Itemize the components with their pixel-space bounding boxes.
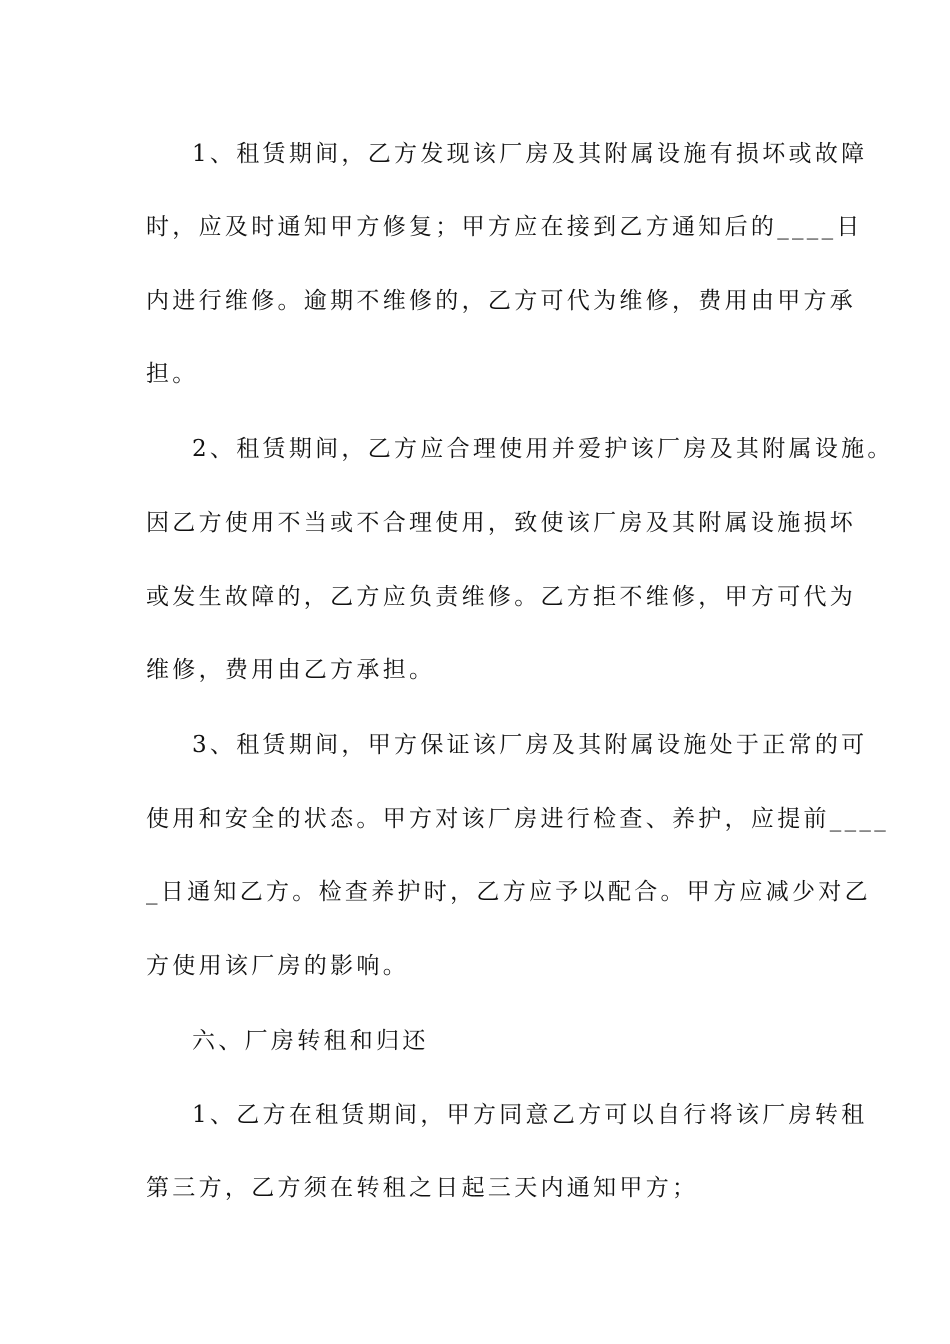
clause-1-line-1: 1、租赁期间，乙方发现该厂房及其附属设施有损坏或故障 (192, 141, 868, 167)
clause-2-line-1: 2、租赁期间，乙方应合理使用并爱护该厂房及其附属设施。 (192, 436, 894, 462)
clause-2-line-3: 或发生故障的，乙方应负责维修。乙方拒不维修，甲方可代为 (146, 584, 857, 610)
clause-1-line-3: 内进行维修。逾期不维修的，乙方可代为维修，费用由甲方承 (146, 288, 857, 314)
clause-3-line-2: 使用和安全的状态。甲方对该厂房进行检查、养护，应提前____ (146, 806, 889, 832)
clause-1-line-2: 时，应及时通知甲方修复；甲方应在接到乙方通知后的____日 (146, 214, 863, 240)
clause-3-line-3: _日通知乙方。检查养护时，乙方应予以配合。甲方应减少对乙 (146, 879, 871, 905)
section-heading: 六、厂房转租和归还 (192, 1028, 429, 1054)
clause-3-line-4: 方使用该厂房的影响。 (146, 953, 409, 979)
clause-1-line-4: 担。 (146, 361, 199, 387)
clause-2-line-4: 维修，费用由乙方承担。 (146, 657, 436, 683)
sublet-clause-line-1: 1、乙方在租赁期间，甲方同意乙方可以自行将该厂房转租 (192, 1102, 868, 1128)
sublet-clause-line-2: 第三方，乙方须在转租之日起三天内通知甲方； (146, 1175, 699, 1201)
clause-3-line-1: 3、租赁期间，甲方保证该厂房及其附属设施处于正常的可 (192, 732, 868, 758)
clause-2-line-2: 因乙方使用不当或不合理使用，致使该厂房及其附属设施损坏 (146, 510, 857, 536)
